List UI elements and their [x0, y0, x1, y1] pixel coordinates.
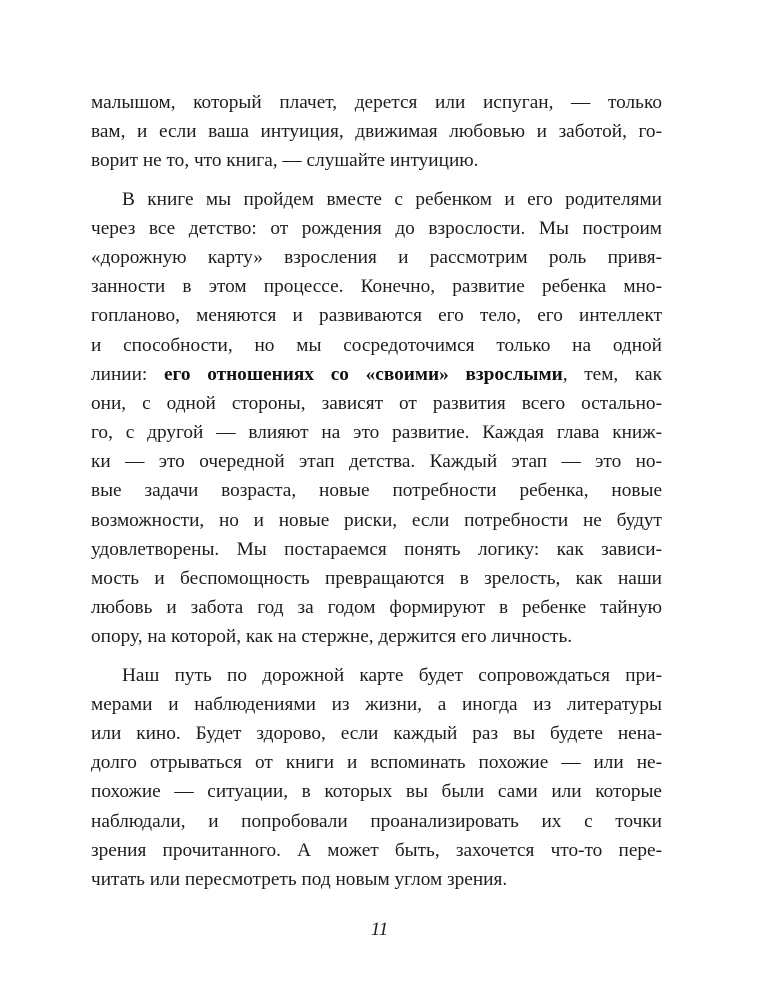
text-line: вам, и если ваша интуиция, движимая любовью и заботой, го- [91, 121, 662, 143]
text-line: мость и беспомощность превращаются в зрелость, как наши [91, 568, 662, 589]
text-line: долго отрываться от книги и вспоминать похожие — или не- [91, 752, 662, 774]
text-line: зрения прочитанного. А может быть, захочется что-то пере- [91, 839, 662, 861]
text-line: мерами и наблюдениями из жизни, а иногда из литературы [91, 693, 662, 715]
text-line: гопланово, меняются и развиваются его тело, его интеллект [91, 305, 662, 327]
paragraph [91, 661, 662, 895]
text-line: любовь и забота год за годом формируют в ребенке тайную [91, 597, 662, 619]
text-line-emphasis [91, 360, 662, 389]
text-line: через все детство: от рождения до взрослости. Мы построим [91, 217, 662, 239]
text-line: они, с одной стороны, зависят от развития всего остально- [91, 392, 662, 414]
paragraph [91, 88, 662, 176]
text-line: удовлетворены. Мы постараемся понять логику: как зависи- [91, 538, 662, 560]
paragraph [91, 185, 662, 652]
text-line: занности в этом процессе. Конечно, развитие ребенка мно- [91, 276, 662, 298]
text-line: возможности, но и новые риски, если потребности не будут [91, 509, 662, 531]
page-number: 11 [370, 919, 389, 940]
text-line: го, с другой — влияют на это развитие. Каждая глава книж- [91, 422, 662, 444]
text-line: ворит не то, что книга, — слушайте интуицию. [91, 150, 479, 172]
text-line: ки — это очередной этап детства. Каждый этап — это но- [91, 451, 662, 473]
body-text [91, 88, 662, 894]
text-line: В книге мы пройдем вместе с ребенком и его родителями [122, 188, 662, 210]
text-line: или кино. Будет здорово, если каждый раз вы будете нена- [91, 722, 662, 744]
text-line: наблюдали, и попробовали проанализировать их с точки [91, 810, 662, 832]
bold-emphasis: его отношениях со «своими» взрослыми [164, 363, 563, 385]
text-line: и способности, но мы сосредоточимся только на одной [91, 334, 662, 356]
text-line: «дорожную карту» взросления и рассмотрим роль привя- [91, 246, 662, 268]
text-line: опору, на которой, как на стержне, держится его личность. [91, 626, 573, 648]
text-line: читать или пересмотреть под новым углом зрения. [91, 868, 508, 890]
emphasis-after: , тем, как [562, 363, 662, 385]
text-line: малышом, который плачет, дерется или испуган, — только [91, 92, 662, 113]
emphasis-before: линии: [91, 363, 164, 385]
text-line: Наш путь по дорожной карте будет сопровождаться при- [122, 664, 662, 686]
text-line: похожие — ситуации, в которых вы были сами или которые [91, 781, 662, 803]
text-line: вые задачи возраста, новые потребности ребенка, новые [91, 480, 662, 502]
